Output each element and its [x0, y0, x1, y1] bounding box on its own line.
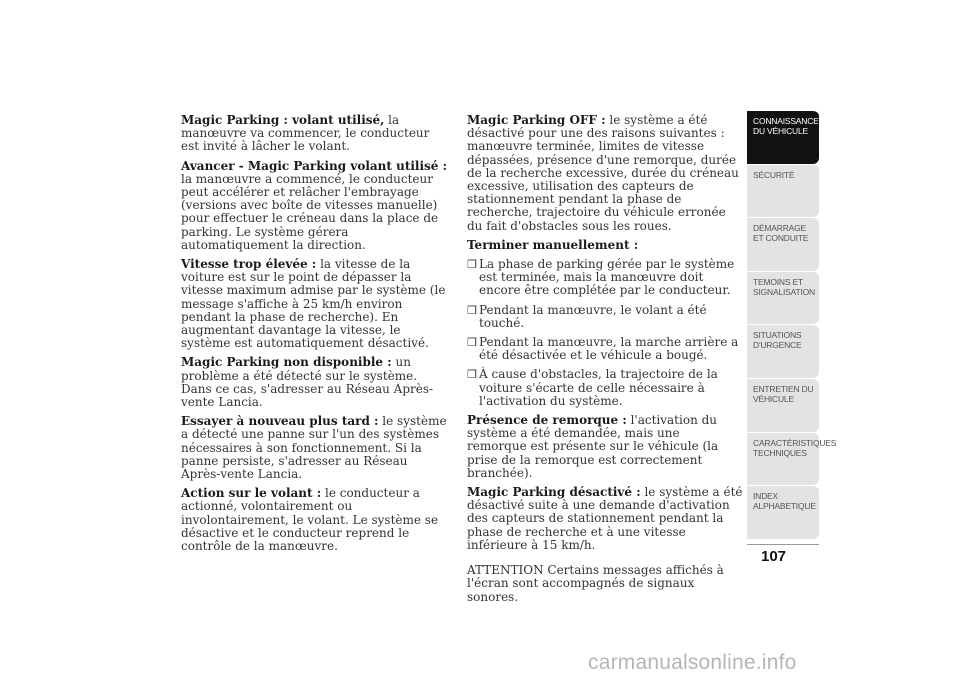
tab-situations-d-urgence[interactable]: SITUATIONS D'URGENCE	[747, 324, 819, 378]
paragraph-text: le système a détecté une panne sur l'un des systèmes nécessaires à son fonctionnement. Si la panne persiste, s'adresser au Réseau Après-vente Lancia.	[181, 414, 447, 482]
left-column	[181, 114, 449, 559]
checkbox-bullet-icon: ❒	[467, 336, 477, 350]
paragraph-vitesse-trop-elevee	[181, 258, 449, 350]
paragraph-non-disponible	[181, 356, 449, 409]
paragraph-avancer	[181, 160, 449, 252]
section-heading: Terminer manuellement :	[467, 237, 639, 252]
tab-entretien-du-vehicule[interactable]: ENTRETIEN DU VÉHICULE	[747, 378, 819, 432]
list-item	[467, 368, 743, 408]
checkbox-bullet-icon: ❒	[467, 368, 477, 382]
paragraph-text: la manœuvre va commencer, le conducteur est invité à lâcher le volant.	[181, 113, 430, 154]
paragraph-text: le conducteur a actionné, volontairement ou involontairement, le volant. Le système se désactive et le conducteur reprend le contrôle de la manœuvre.	[181, 486, 439, 554]
list-item	[467, 336, 743, 362]
paragraph-label: Magic Parking non disponible :	[181, 355, 392, 370]
tab-demarrage-et-conduite[interactable]: DÉMARRAGE ET CONDUITE	[747, 217, 819, 271]
tab-caracteristiques-techniques[interactable]: CARACTÉRISTIQUES TECHNIQUES	[747, 432, 819, 486]
paragraph-magic-parking-off	[467, 114, 743, 233]
tab-temoins-et-signalisation[interactable]: TEMOINS ET SIGNALISATION	[747, 271, 819, 325]
paragraph-label: Magic Parking désactivé :	[467, 485, 641, 500]
list-item	[467, 304, 743, 330]
paragraph-text: la vitesse de la voiture est sur le point de dépasser la vitesse maximum admise par le système (le message s'affiche à 25 km/h environ pendant la phase de recherche). En augmentant davantage la vitesse, le système est automatiquement désactivé.	[181, 257, 446, 351]
paragraph-text: la manœuvre a commencé, le conducteur peut accélérer et relâcher l'embrayage (versions avec boîte de vitesses manuelle) pour effectuer le créneau dans la place de parking. Le système gérera automatiquement la direction.	[181, 171, 439, 252]
page-divider	[747, 544, 819, 545]
list-item	[467, 258, 743, 298]
list-item-text: Pendant la manœuvre, la marche arrière a été désactivée et le véhicule a bougé.	[479, 335, 739, 363]
page-number: 107	[761, 548, 787, 565]
checkbox-bullet-icon: ❒	[467, 303, 477, 317]
paragraph-label: Présence de remorque :	[467, 413, 627, 428]
paragraph-magic-parking-desactive	[467, 486, 743, 552]
list-item-text: À cause d'obstacles, la trajectoire de la voiture s'écarte de celle nécessaire à l'activation du système.	[479, 367, 718, 408]
paragraph-action-volant	[181, 487, 449, 553]
paragraph-text: le système a été désactivé suite à une demande d'activation des capteurs de stationnement pendant la phase de recherche et à une vitesse inférieure à 15 km/h.	[467, 485, 743, 552]
tab-connaissance-du-vehicule[interactable]: CONNAISSANCE DU VÉHICULE	[747, 110, 819, 164]
paragraph-magic-parking-volant	[181, 114, 449, 154]
paragraph-text: l'activation du système a été demandée, mais une remorque est présente sur le véhicule (la prise de la remorque est correctement branchée).	[467, 413, 719, 480]
attention-note: ATTENTION Certains messages affichés à l'écran sont accompagnés de signaux sonores.	[467, 563, 724, 604]
section-tabs	[747, 110, 837, 539]
watermark: carmanualsonline.info	[588, 651, 797, 674]
paragraph-label: Avancer - Magic Parking volant utilisé :	[181, 158, 448, 173]
paragraph-label: Magic Parking OFF :	[467, 113, 606, 127]
paragraph-label: Magic Parking : volant utilisé,	[181, 113, 385, 127]
checkbox-bullet-icon: ❒	[467, 258, 477, 272]
list-item-text: Pendant la manœuvre, le volant a été touché.	[479, 302, 707, 330]
list-item-text: La phase de parking gérée par le système est terminée, mais la manœuvre doit encore être complétée par le conducteur.	[479, 257, 735, 298]
paragraph-essayer-plus-tard	[181, 415, 449, 481]
paragraph-text: le système a été désactivé pour une des raisons suivantes : manœuvre terminée, limites de vitesse dépassées, présence d'une remorque, durée de la recherche excessive, durée du créneau excessive, utilisation des capteurs de stationnement pendant la phase de recherche, trajectoire du véhicule erronée du fait d'obstacles sous les roues.	[467, 113, 739, 233]
right-column	[467, 114, 743, 610]
paragraph-label: Essayer à nouveau plus tard :	[181, 414, 379, 429]
tab-index-alphabetique[interactable]: INDEX ALPHABETIQUE	[747, 485, 819, 539]
paragraph-label: Action sur le volant :	[181, 486, 322, 501]
paragraph-label: Vitesse trop élevée :	[181, 257, 317, 272]
paragraph-presence-remorque	[467, 414, 743, 480]
paragraph-text: un problème a été détecté sur le système. Dans ce cas, s'adresser au Réseau Après-vente Lancia.	[181, 355, 434, 410]
tab-securite[interactable]: SÉCURITÉ	[747, 164, 819, 218]
